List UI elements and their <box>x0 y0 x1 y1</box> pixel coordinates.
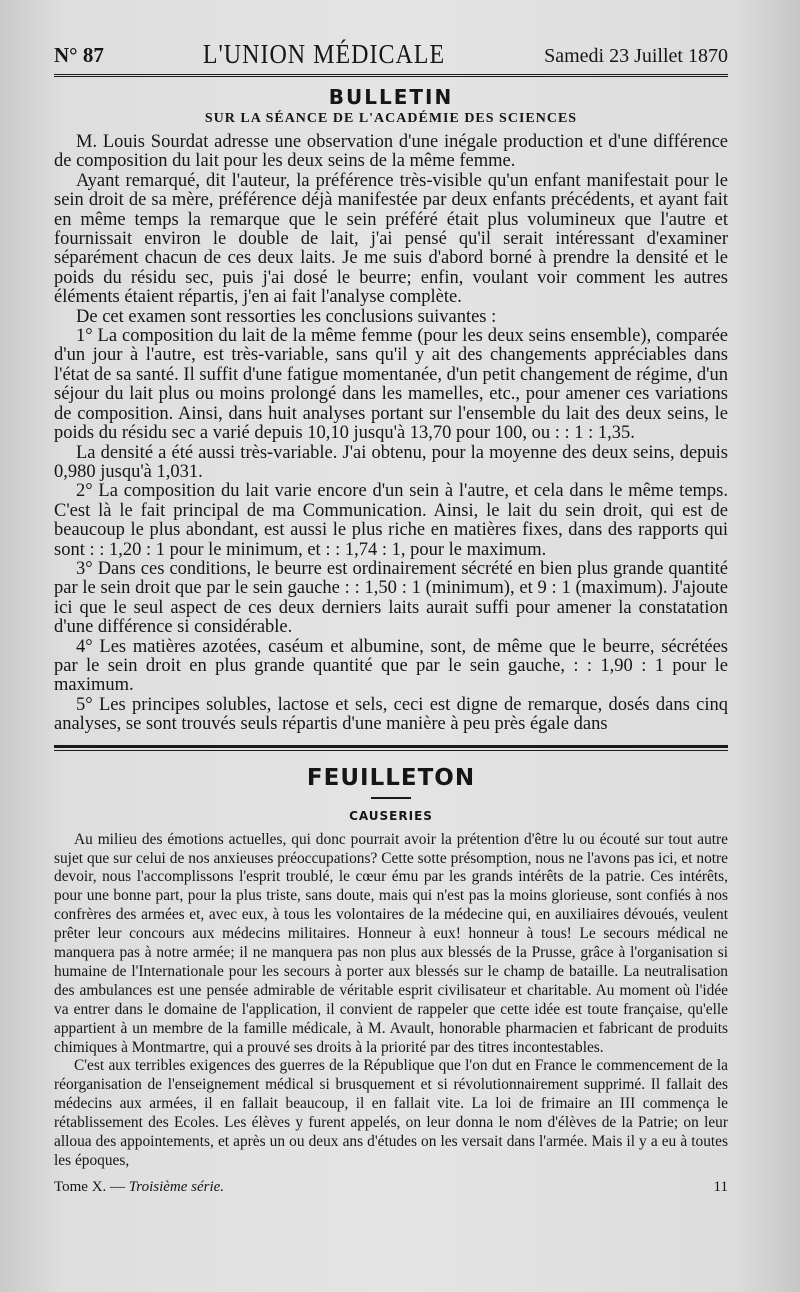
tome-label: Tome X. — <box>54 1178 126 1195</box>
bulletin-paragraph: 3° Dans ces conditions, le beurre est ordinairement sécrété en bien plus grande quantité par le sein droit que par le sein gauche : : 1,50 : 1 (minimum), et 9 : 1 (maximum). J'ajoute ici que le seul aspect de ces deux derniers laits aurait suffi pour amener la constatation d'une différence si considérable. <box>54 558 728 638</box>
bulletin-paragraph: 2° La composition du lait varie encore d'un sein à l'autre, et cela dans le même temps. C'est là le fait principal de ma Communication. Ainsi, le lait du sein droit, qui est de beaucoup le plus abondant, est aussi le plus riche en matières fixes, dans des rapports qui sont : : 1,20 : 1 pour le minimum, et : : 1,74 : 1, pour le maximum. <box>54 481 728 560</box>
issue-date: Samedi 23 Juillet 1870 <box>544 45 728 67</box>
bulletin-section <box>54 85 728 735</box>
masthead <box>54 39 728 77</box>
bulletin-paragraph: De cet examen sont ressorties les conclusions suivantes : <box>76 306 497 327</box>
title-rule <box>371 797 411 799</box>
journal-title: L'UNION MÉDICALE <box>202 39 446 70</box>
bulletin-paragraph: M. Louis Sourdat adresse une observation d'une inégale production et d'une différence de composition du lait pour les deux seins de la même femme. <box>54 132 728 172</box>
page-footer <box>54 1179 728 1196</box>
bulletin-paragraph: 5° Les principes solubles, lactose et sels, ceci est digne de remarque, dosés dans cinq analyses, se sont trouvés seuls répartis d'une manière à peu près égale dans <box>54 694 728 735</box>
feuilleton-subtitle: CAUSERIES <box>349 808 433 823</box>
feuilleton-title: FEUILLETON <box>306 764 476 791</box>
bulletin-paragraph: Ayant remarqué, dit l'auteur, la préférence très-visible qu'un enfant manifestait pour le sein droit de sa mère, préférence déjà manifestée par deux enfants précédents, et ayant fait en même temps la remarque que le sein préféré était plus volumineux que l'autre et fournissait environ le double de lait, j'ai pensé qu'il serait intéressant d'examiner séparément chacun de ces deux laits. Je me suis d'abord borné à prendre la densité et le poids du résidu sec, puis j'ai dosé le beurre; enfin, voulant voir comment les autres éléments étaient répartis, j'en ai fait l'analyse complète. <box>54 170 728 308</box>
feuilleton-paragraph: C'est aux terribles exigences des guerres de la République que l'on dut en France le commencement de la réorganisation de l'enseignement médical si brusquement et si révolutionnairement supprimé. Il fallait des médecins aux armées, il en fallait beaucoup, il en fallait vite. La loi de frimaire an III commença le rétablissement des Ecoles. Les élèves y furent appelés, on leur donna le nom d'élèves de la Patrie; on leur alloua des appointements, et après un ou deux ans d'études on les versait dans l'armée. Mais il y a eu à toutes les époques, <box>54 1057 728 1169</box>
bulletin-subtitle: SUR LA SÉANCE DE L'ACADÉMIE DES SCIENCES <box>204 111 578 126</box>
volume-info <box>54 1179 224 1196</box>
feuilleton-paragraph: Au milieu des émotions actuelles, qui donc pourrait avoir la prétention d'être lu ou écouté sur tout autre sujet que sur celui de nos anxieuses préoccupations? Cette sotte présomption, nous ne l'avons pas ici, et notre devoir, nous l'accomplissons l'esprit troublé, le cœur ému par les grands intérêts de la patrie. Ces intérêts, pour une bonne part, pour la plus triste, sans doute, mais qui n'est pas la moins glorieuse, sont confiés à nos confrères des armées et, avec eux, à tous les volontaires de la médecine qui, en auxiliaires dévoués, veulent prêter leur concours aux médecins militaires. Honneur à eux! honneur à tous! Le secours médical ne manquera pas à notre armée; il ne manquera pas non plus aux blessés de la Prusse, grâce à l'organisation si humaine de l'Internationale pour les secours à porter aux blessés sur le champ de bataille. La neutralisation des ambulances est une pensée admirable de véritable esprit civilisateur et charitable. Au moment où l'idée va entrer dans le domaine de l'application, il convient de rappeler que cette idée est toute française, qu'elle appartient à un membre de la famille médicale, à M. Avault, honorable pharmacien et fabricant de produits chimiques à Montmartre, qui a prouvé ses droits à la priorité par des titres incontestables. <box>54 830 728 1056</box>
bulletin-paragraph: 4° Les matières azotées, caséum et albumine, sont, de même que le beurre, sécrétées par le sein droit en plus grande quantité que par le sein gauche, : : 1,90 : 1 pour le maximum. <box>54 636 728 696</box>
section-divider <box>54 745 728 751</box>
bulletin-title: BULLETIN <box>328 85 454 109</box>
sheet-number: 11 <box>713 1178 728 1195</box>
series-label: Troisième série. <box>128 1178 225 1195</box>
bulletin-paragraph: 1° La composition du lait de la même femme (pour les deux seins ensemble), comparée d'un jour à l'autre, est très-variable, sans qu'il y ait des changements appréciables dans l'état de sa santé. Il suffit d'une fatigue momentanée, d'un petit changement de régime, d'un séjour du lait plus ou moins prolongé dans les mamelles, etc., pour amener ces variations de composition. Ainsi, dans huit analyses portant sur l'ensemble du lait des deux seins, le poids du résidu sec a varié depuis 10,10 jusqu'à 13,70 pour 100, ou : : 1 : 1,35. <box>54 326 728 444</box>
issue-number: N° 87 <box>54 43 104 67</box>
feuilleton-section <box>54 765 728 1171</box>
bulletin-paragraph: La densité a été aussi très-variable. J'ai obtenu, pour la moyenne des deux seins, depuis 0,980 jusqu'à 1,031. <box>54 442 728 482</box>
